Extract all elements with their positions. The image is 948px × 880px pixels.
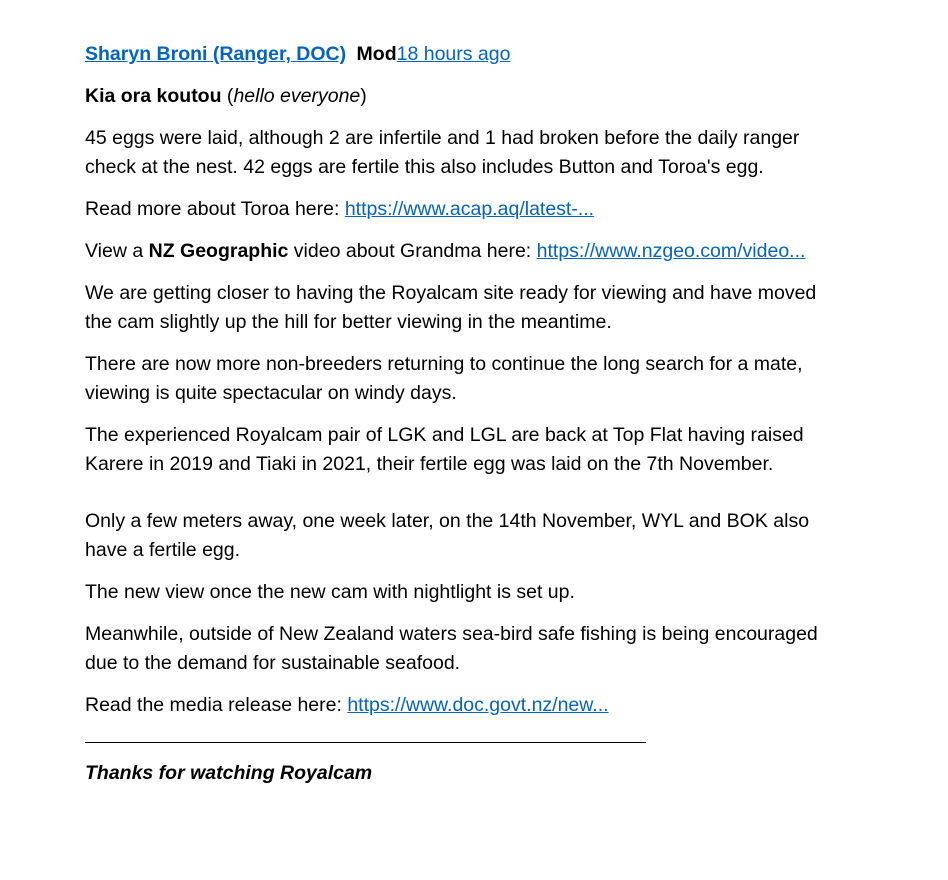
divider bbox=[85, 742, 646, 743]
seabird-paragraph: Meanwhile, outside of New Zealand waters sea-bird safe fishing is being encouraged due to the demand for sustainable seafood. bbox=[85, 623, 818, 674]
wyl-bok-paragraph: Only a few meters away, one week later, on the 14th November, WYL and BOK also have a fertile egg. bbox=[85, 510, 810, 561]
grandma-line-middle: video about Grandma here: bbox=[288, 240, 537, 262]
media-line bbox=[85, 691, 845, 720]
media-release-link[interactable]: https://www.doc.govt.nz/new... bbox=[347, 694, 609, 716]
comment-body bbox=[85, 40, 845, 801]
greeting-open-paren: ( bbox=[221, 85, 234, 107]
royalcam-pair-paragraph: The experienced Royalcam pair of LGK and LGL are back at Top Flat having raised Karere in 2019 and Tiaki in 2021, their fertile egg was laid on the 7th November. bbox=[85, 424, 804, 475]
toroa-line bbox=[85, 195, 845, 224]
eggs-paragraph: 45 eggs were laid, although 2 are infertile and 1 had broken before the daily ranger check at the nest. 42 eggs are fertile this also includes Button and Toroa's egg. bbox=[85, 127, 800, 178]
greeting bbox=[85, 82, 845, 111]
new-view-paragraph: The new view once the new cam with nightlight is set up. bbox=[85, 581, 575, 603]
mod-badge: Mod bbox=[356, 43, 397, 65]
signoff: Thanks for watching Royalcam bbox=[85, 762, 373, 784]
greeting-english: hello everyone bbox=[233, 85, 361, 107]
grandma-video-link[interactable]: https://www.nzgeo.com/video... bbox=[536, 240, 806, 262]
nz-geographic-label: NZ Geographic bbox=[148, 240, 289, 262]
comment-header bbox=[85, 40, 845, 69]
greeting-maori: Kia ora koutou bbox=[85, 85, 222, 107]
grandma-line-prefix: View a bbox=[85, 240, 149, 262]
media-line-prefix: Read the media release here: bbox=[85, 694, 348, 716]
author-link[interactable]: Sharyn Broni (Ranger, DOC) bbox=[85, 43, 347, 65]
greeting-close-paren: ) bbox=[360, 85, 367, 107]
grandma-line bbox=[85, 237, 845, 266]
site-ready-paragraph: We are getting closer to having the Royalcam site ready for viewing and have moved the cam slightly up the hill for better viewing in the meantime. bbox=[85, 282, 817, 333]
timestamp-link[interactable]: 18 hours ago bbox=[396, 43, 511, 65]
toroa-link[interactable]: https://www.acap.aq/latest-... bbox=[344, 198, 595, 220]
non-breeders-paragraph: There are now more non-breeders returning to continue the long search for a mate, viewing is quite spectacular on windy days. bbox=[85, 353, 803, 404]
toroa-line-prefix: Read more about Toroa here: bbox=[85, 198, 345, 220]
